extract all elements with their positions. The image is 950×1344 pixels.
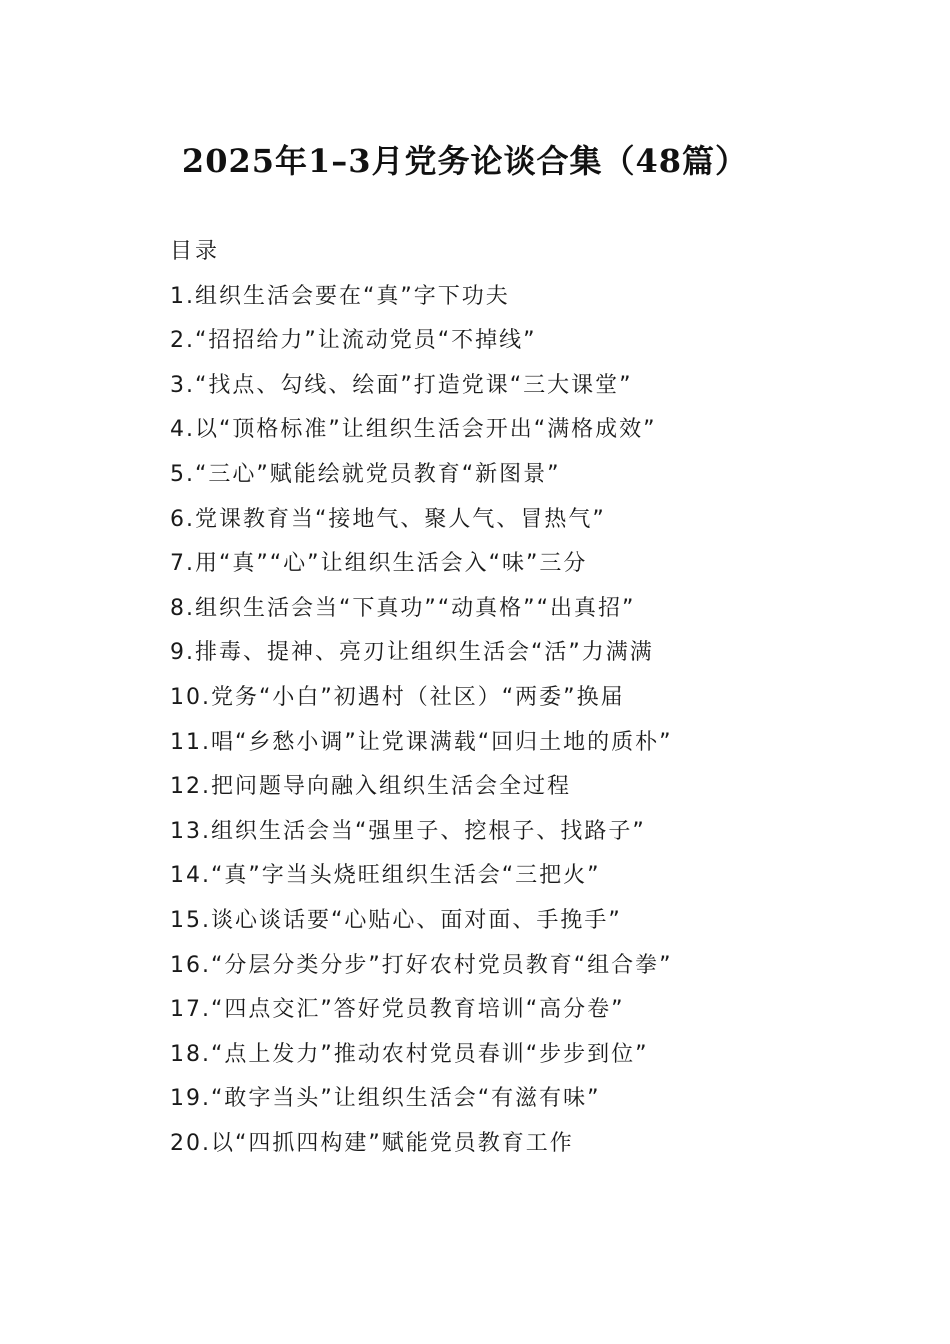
toc-item-7: 7.用“真”“心”让组织生活会入“味”三分 xyxy=(170,551,588,577)
toc-item-17: 17.“四点交汇”答好党员教育培训“高分卷” xyxy=(170,997,625,1023)
toc-item-1: 1.组织生活会要在“真”字下功夫 xyxy=(170,283,510,309)
toc-item-9: 9.排毒、提神、亮刃让组织生活会“活”力满满 xyxy=(170,640,654,666)
toc-item-18: 18.“点上发力”推动农村党员春训“步步到位” xyxy=(170,1041,649,1067)
toc-item-3: 3.“找点、勾线、绘面”打造党课“三大课堂” xyxy=(170,372,633,398)
document-title: 2025年1–3月党务论谈合集（48篇） xyxy=(181,142,749,180)
toc-item-13: 13.组织生活会当“强里子、挖根子、找路子” xyxy=(170,818,646,844)
toc-item-19: 19.“敢字当头”让组织生活会“有滋有味” xyxy=(170,1086,601,1112)
toc-item-16: 16.“分层分类分步”打好农村党员教育“组合拳” xyxy=(170,952,673,978)
toc-item-10: 10.党务“小白”初遇村（社区）“两委”换届 xyxy=(170,684,625,710)
toc-item-4: 4.以“顶格标准”让组织生活会开出“满格成效” xyxy=(170,417,657,443)
toc-item-6: 6.党课教育当“接地气、聚人气、冒热气” xyxy=(170,506,606,532)
toc-item-11: 11.唱“乡愁小调”让党课满载“回归土地的质朴” xyxy=(170,729,673,755)
toc-item-12: 12.把问题导向融入组织生活会全过程 xyxy=(170,774,571,800)
toc-item-20: 20.以“四抓四构建”赋能党员教育工作 xyxy=(170,1130,574,1156)
toc-item-14: 14.“真”字当头烧旺组织生活会“三把火” xyxy=(170,863,601,889)
toc-item-15: 15.谈心谈话要“心贴心、面对面、手挽手” xyxy=(170,907,622,933)
toc-heading: 目录 xyxy=(170,239,221,264)
table-of-contents xyxy=(170,230,870,1166)
toc-item-5: 5.“三心”赋能绘就党员教育“新图景” xyxy=(170,461,561,487)
toc-item-8: 8.组织生活会当“下真功”“动真格”“出真招” xyxy=(170,595,636,621)
toc-item-2: 2.“招招给力”让流动党员“不掉线” xyxy=(170,328,537,354)
